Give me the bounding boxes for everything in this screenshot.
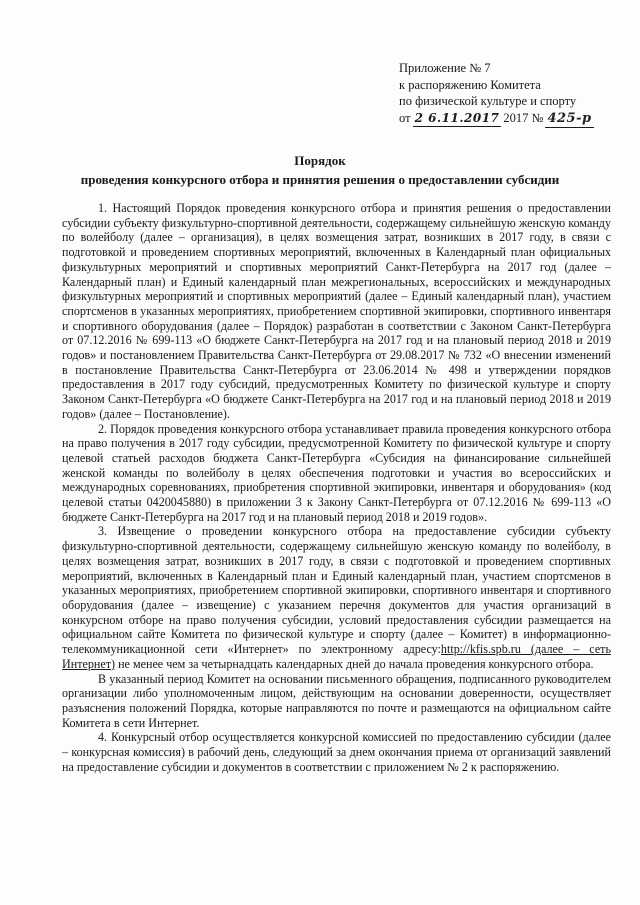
document-subtitle: проведения конкурсного отбора и принятия решения о предоставлении субсидии (80, 172, 560, 187)
appendix-number: Приложение № 7 (399, 61, 491, 75)
paragraph-3-tail: не менее чем за четырнадцать календарных дней до начала проведения конкурсного отбора. (115, 656, 594, 671)
appendix-order-ref: к распоряжению Комитета (399, 77, 541, 92)
appendix-committee: по физической культуре и спорту (399, 94, 577, 108)
paragraph-1: 1. Настоящий Порядок проведения конкурсного отбора и принятия решения о предоставлении субсидии субъекту физкультурно-спортивной деятельности, содержащему сильнейшую женскую команду по волейболу (далее – организация), в целях возмещения затрат, возникших в 2017 году, в связи с подготовкой и проведением спортивных мероприятий, включенных в Календарный план официальных физкультурных мероприятий и спортивных мероприятий Санкт-Петербурга на 2017 год (далее – Календарный план) и Единый календарный план межрегиональных, всероссийских и международных физкультурных мероприятий и спортивных мероприятий (далее – Единый календарный план), участием спортсменов в указанных мероприятиях, приобретением спортивной экипировки, спортивного инвентаря и спортивного оборудования (далее – Порядок) разработан в соответствии с Законом Санкт-Петербурга от 07.12.2016 № 699-113 «О бюджете Санкт-Петербурга на 2017 год и на плановый период 2018 и 2019 годов» и постановлением Правительства Санкт-Петербурга от 29.08.2017 № 732 «О внесении изменений в постановление Правительства Санкт-Петербурга от 23.06.2014 № 498 и утверждении порядков предоставления в 2017 году субсидий, предусмотренных Комитету по физической культуре и спорту Законом Санкт-Петербурга «О бюджете Санкт-Петербурга на 2017 год и на плановый период 2018 и 2019 годов» (далее – Постановление). (62, 201, 611, 421)
paragraph-3-text: 3. Извещение о проведении конкурсного отбора на предоставление субсидии субъекту физкультурно-спортивной деятельности, содержащему сильнейшую женскую команду по волейболу, в целях возмещения затрат, возникших в 2017 году, в связи с подготовкой и проведением спортивных мероприятий, включенных в Календарный план и Единый календарный план, участием спортсменов в указанных мероприятиях, приобретением спортивной экипировки, спортивного инвентаря и спортивного оборудования (далее – извещение) с указанием перечня документов для участия организаций в конкурсном отборе на право получения субсидии, условий предоставления субсидии размещается на официальном сайте Комитета по физической культуре и спорту (далее – Комитет) в информационно-телекоммуникационной сети «Интернет» по электронному адресу: (62, 524, 611, 657)
handwritten-date: 2 6.11.2017 (413, 110, 502, 128)
website-link[interactable]: http://kfis.spb.ru (далее – сеть Интернет) (62, 642, 611, 671)
appendix-header (399, 60, 619, 128)
paragraph-5: 4. Конкурсный отбор осуществляется конкурсной комиссией по предоставлению субсидии (далее – конкурсная комиссия) в рабочий день, следующий за днем окончания приема от организаций заявлений на предоставление субсидии и документов в соответствии с приложением № 2 к распоряжению. (62, 730, 611, 774)
appendix-date-number (399, 110, 619, 129)
date-prefix: от (399, 110, 411, 125)
paragraph-3 (62, 524, 611, 671)
handwritten-order-number: 425-р (545, 111, 593, 129)
document-title: Порядок (294, 153, 346, 168)
paragraph-2: 2. Порядок проведения конкурсного отбора устанавливает правила проведения конкурсного отбора на право получения в 2017 году субсидии, предусмотренной Комитету по физической культуре и спорту целевой статьей расходов бюджета Санкт-Петербурга «Субсидия на финансирование сильнейшей женской команды по волейболу в целях обеспечения подготовки и участия во всероссийских и международных соревнованиях, приобретения спортивной экипировки, инвентаря и оборудования» (код целевой статьи 0420045880) в приложении 3 к Закону Санкт-Петербурга от 07.12.2016 № 699-113 «О бюджете Санкт-Петербурга на 2017 год и на плановый период 2018 и 2019 годов». (62, 421, 611, 524)
document-body (62, 201, 611, 774)
paragraph-4: В указанный период Комитет на основании письменного обращения, подписанного руководителем организации либо уполномоченным лицом, действующим на основании доверенности, осуществляет разъяснения положений Порядка, которые направляются по почте и размещаются на официальном сайте Комитета в сети Интернет. (62, 671, 611, 730)
date-suffix: 2017 № (503, 110, 544, 125)
